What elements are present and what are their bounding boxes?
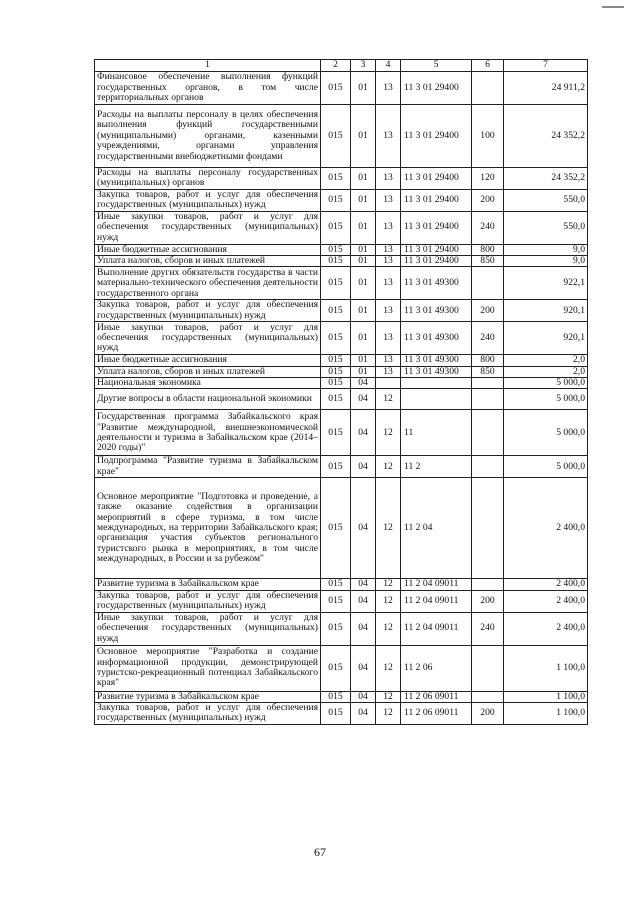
- row-section-code: 01: [351, 355, 376, 366]
- header-row: [95, 60, 588, 72]
- row-name: Уплата налогов, сборов и иных платежей: [95, 256, 321, 267]
- row-amount: 5 000,0: [504, 410, 588, 456]
- row-expense-type: [472, 378, 504, 389]
- budget-table: [94, 59, 588, 725]
- table-row: [95, 456, 588, 478]
- row-ministry-code: 015: [321, 189, 351, 211]
- row-subsection-code: 12: [376, 478, 401, 579]
- table-row: [95, 300, 588, 322]
- row-amount: 2,0: [504, 366, 588, 377]
- table-row: [95, 612, 588, 645]
- row-target-article: 11 3 01 49300: [401, 267, 472, 300]
- row-target-article: 11 2 06: [401, 645, 472, 691]
- table-row: [95, 645, 588, 691]
- row-section-code: 01: [351, 189, 376, 211]
- row-target-article: 11 2 04 09011: [401, 612, 472, 645]
- row-subsection-code: 13: [376, 105, 401, 168]
- row-ministry-code: 015: [321, 456, 351, 478]
- row-subsection-code: 13: [376, 322, 401, 355]
- row-ministry-code: 015: [321, 410, 351, 456]
- row-ministry-code: 015: [321, 366, 351, 377]
- row-ministry-code: 015: [321, 478, 351, 579]
- row-expense-type: 200: [472, 590, 504, 612]
- row-expense-type: 200: [472, 702, 504, 724]
- corner-mark: [602, 6, 624, 8]
- row-expense-type: [472, 579, 504, 590]
- row-section-code: 01: [351, 300, 376, 322]
- row-expense-type: 240: [472, 612, 504, 645]
- row-expense-type: 240: [472, 211, 504, 244]
- row-expense-type: 800: [472, 355, 504, 366]
- table-row: [95, 579, 588, 590]
- header-col-7: 7: [504, 60, 588, 72]
- row-name: Уплата налогов, сборов и иных платежей: [95, 366, 321, 377]
- table-row: [95, 267, 588, 300]
- row-target-article: 11 3 01 49300: [401, 300, 472, 322]
- row-name: Иные бюджетные ассигнования: [95, 244, 321, 255]
- row-subsection-code: 12: [376, 389, 401, 410]
- table-row: [95, 378, 588, 389]
- row-section-code: 01: [351, 105, 376, 168]
- row-ministry-code: 015: [321, 168, 351, 190]
- row-name: Подпрограмма "Развитие туризма в Забайкальском крае": [95, 456, 321, 478]
- row-section-code: 04: [351, 579, 376, 590]
- row-target-article: 11 3 01 29400: [401, 105, 472, 168]
- row-ministry-code: 015: [321, 355, 351, 366]
- row-target-article: 11 2 04 09011: [401, 579, 472, 590]
- table-row: [95, 211, 588, 244]
- header-col-1: 1: [95, 60, 321, 72]
- table-row: [95, 322, 588, 355]
- row-target-article: 11 2: [401, 456, 472, 478]
- row-amount: 24 352,2: [504, 168, 588, 190]
- row-section-code: 04: [351, 478, 376, 579]
- row-name: Национальная экономика: [95, 378, 321, 389]
- row-ministry-code: 015: [321, 105, 351, 168]
- row-amount: 24 352,2: [504, 105, 588, 168]
- row-amount: 9,0: [504, 256, 588, 267]
- table-body: [95, 72, 588, 725]
- row-ministry-code: 015: [321, 389, 351, 410]
- row-ministry-code: 015: [321, 256, 351, 267]
- row-name: Развитие туризма в Забайкальском крае: [95, 691, 321, 702]
- row-subsection-code: 13: [376, 256, 401, 267]
- row-amount: 1 100,0: [504, 702, 588, 724]
- row-target-article: 11 3 01 49300: [401, 355, 472, 366]
- row-target-article: 11: [401, 410, 472, 456]
- row-subsection-code: 12: [376, 579, 401, 590]
- row-target-article: 11 3 01 29400: [401, 211, 472, 244]
- table-row: [95, 702, 588, 724]
- page-number: 67: [314, 845, 326, 859]
- table-row: [95, 366, 588, 377]
- row-subsection-code: 12: [376, 702, 401, 724]
- row-name: Расходы на выплаты персоналу в целях обеспечения выполнения функций государственными (муниципальными) органами, казенными учреждениями, органами управления государственными внебюджетными фондами: [95, 105, 321, 168]
- row-name: Основное мероприятие "Разработка и создание информационной продукции, демонстрирующей туристско-рекреационный потенциал Забайкальского края": [95, 645, 321, 691]
- row-expense-type: 120: [472, 168, 504, 190]
- row-amount: 922,1: [504, 267, 588, 300]
- table-row: [95, 691, 588, 702]
- row-section-code: 04: [351, 378, 376, 389]
- row-target-article: 11 3 01 29400: [401, 72, 472, 105]
- header-col-2: 2: [321, 60, 351, 72]
- table-row: [95, 72, 588, 105]
- row-expense-type: [472, 645, 504, 691]
- row-amount: 9,0: [504, 244, 588, 255]
- row-amount: 920,1: [504, 322, 588, 355]
- row-subsection-code: 13: [376, 189, 401, 211]
- row-subsection-code: [376, 378, 401, 389]
- row-name: Иные закупки товаров, работ и услуг для обеспечения государственных (муниципальных) нужд: [95, 322, 321, 355]
- header-col-4: 4: [376, 60, 401, 72]
- row-ministry-code: 015: [321, 378, 351, 389]
- row-amount: 2 400,0: [504, 579, 588, 590]
- row-section-code: 01: [351, 322, 376, 355]
- row-target-article: 11 3 01 49300: [401, 322, 472, 355]
- row-section-code: 04: [351, 702, 376, 724]
- row-target-article: 11 2 04 09011: [401, 590, 472, 612]
- table-row: [95, 168, 588, 190]
- row-subsection-code: 13: [376, 72, 401, 105]
- budget-table-container: [94, 59, 588, 725]
- row-section-code: 01: [351, 256, 376, 267]
- row-expense-type: [472, 72, 504, 105]
- row-name: Другие вопросы в области национальной экономики: [95, 389, 321, 410]
- row-section-code: 04: [351, 590, 376, 612]
- row-amount: 1 100,0: [504, 691, 588, 702]
- row-expense-type: [472, 456, 504, 478]
- row-expense-type: [472, 267, 504, 300]
- row-target-article: [401, 389, 472, 410]
- row-amount: 920,1: [504, 300, 588, 322]
- header-col-3: 3: [351, 60, 376, 72]
- table-row: [95, 244, 588, 255]
- row-expense-type: [472, 389, 504, 410]
- table-row: [95, 189, 588, 211]
- row-section-code: 04: [351, 691, 376, 702]
- row-subsection-code: 12: [376, 645, 401, 691]
- row-expense-type: [472, 691, 504, 702]
- row-ministry-code: 015: [321, 702, 351, 724]
- table-row: [95, 410, 588, 456]
- row-target-article: 11 3 01 49300: [401, 366, 472, 377]
- row-amount: 1 100,0: [504, 645, 588, 691]
- row-subsection-code: 13: [376, 267, 401, 300]
- row-ministry-code: 015: [321, 579, 351, 590]
- row-name: Закупка товаров, работ и услуг для обеспечения государственных (муниципальных) нужд: [95, 590, 321, 612]
- row-expense-type: [472, 478, 504, 579]
- row-amount: 5 000,0: [504, 378, 588, 389]
- row-expense-type: 850: [472, 366, 504, 377]
- row-subsection-code: 12: [376, 456, 401, 478]
- row-section-code: 04: [351, 389, 376, 410]
- row-amount: 5 000,0: [504, 389, 588, 410]
- row-section-code: 01: [351, 244, 376, 255]
- row-ministry-code: 015: [321, 590, 351, 612]
- row-expense-type: 850: [472, 256, 504, 267]
- row-target-article: 11 3 01 29400: [401, 168, 472, 190]
- row-amount: 2 400,0: [504, 612, 588, 645]
- row-expense-type: [472, 410, 504, 456]
- row-target-article: 11 3 01 29400: [401, 256, 472, 267]
- table-row: [95, 389, 588, 410]
- row-target-article: 11 2 04: [401, 478, 472, 579]
- row-subsection-code: 12: [376, 612, 401, 645]
- row-name: Закупка товаров, работ и услуг для обеспечения государственных (муниципальных) нужд: [95, 189, 321, 211]
- row-section-code: 04: [351, 612, 376, 645]
- row-ministry-code: 015: [321, 645, 351, 691]
- row-section-code: 04: [351, 645, 376, 691]
- row-section-code: 01: [351, 211, 376, 244]
- row-subsection-code: 13: [376, 244, 401, 255]
- row-expense-type: 100: [472, 105, 504, 168]
- row-subsection-code: 13: [376, 366, 401, 377]
- row-section-code: 01: [351, 267, 376, 300]
- table-row: [95, 256, 588, 267]
- row-name: Государственная программа Забайкальского края "Развитие международной, внешнеэкономической деятельности и туризма в Забайкальском крае (2014–2020 годы)": [95, 410, 321, 456]
- row-ministry-code: 015: [321, 72, 351, 105]
- row-subsection-code: 13: [376, 300, 401, 322]
- row-ministry-code: 015: [321, 211, 351, 244]
- row-ministry-code: 015: [321, 267, 351, 300]
- row-ministry-code: 015: [321, 244, 351, 255]
- row-name: Иные закупки товаров, работ и услуг для обеспечения государственных (муниципальных) нужд: [95, 612, 321, 645]
- row-expense-type: 240: [472, 322, 504, 355]
- row-section-code: 01: [351, 168, 376, 190]
- row-name: Закупка товаров, работ и услуг для обеспечения государственных (муниципальных) нужд: [95, 702, 321, 724]
- row-expense-type: 200: [472, 189, 504, 211]
- row-amount: 2 400,0: [504, 478, 588, 579]
- row-ministry-code: 015: [321, 322, 351, 355]
- row-name: Иные бюджетные ассигнования: [95, 355, 321, 366]
- row-name: Финансовое обеспечение выполнения функций государственных органов, в том числе территориальных органов: [95, 72, 321, 105]
- table-row: [95, 478, 588, 579]
- row-subsection-code: 13: [376, 211, 401, 244]
- row-amount: 24 911,2: [504, 72, 588, 105]
- row-name: Расходы на выплаты персоналу государственных (муниципальных) органов: [95, 168, 321, 190]
- row-subsection-code: 12: [376, 410, 401, 456]
- row-expense-type: 200: [472, 300, 504, 322]
- row-amount: 2 400,0: [504, 590, 588, 612]
- row-ministry-code: 015: [321, 691, 351, 702]
- row-ministry-code: 015: [321, 612, 351, 645]
- table-row: [95, 105, 588, 168]
- row-amount: 2,0: [504, 355, 588, 366]
- row-name: Закупка товаров, работ и услуг для обеспечения государственных (муниципальных) нужд: [95, 300, 321, 322]
- row-name: Иные закупки товаров, работ и услуг для обеспечения государственных (муниципальных) нужд: [95, 211, 321, 244]
- header-col-5: 5: [401, 60, 472, 72]
- row-section-code: 01: [351, 72, 376, 105]
- row-target-article: 11 3 01 29400: [401, 244, 472, 255]
- row-amount: 550,0: [504, 189, 588, 211]
- row-name: Выполнение других обязательств государства в части материально-технического обеспечения деятельности государственного органа: [95, 267, 321, 300]
- row-target-article: 11 2 06 09011: [401, 691, 472, 702]
- row-section-code: 01: [351, 366, 376, 377]
- row-target-article: [401, 378, 472, 389]
- row-target-article: 11 3 01 29400: [401, 189, 472, 211]
- header-col-6: 6: [472, 60, 504, 72]
- row-target-article: 11 2 06 09011: [401, 702, 472, 724]
- row-amount: 550,0: [504, 211, 588, 244]
- row-ministry-code: 015: [321, 300, 351, 322]
- row-section-code: 04: [351, 456, 376, 478]
- row-subsection-code: 12: [376, 590, 401, 612]
- row-subsection-code: 13: [376, 168, 401, 190]
- row-section-code: 04: [351, 410, 376, 456]
- row-subsection-code: 13: [376, 355, 401, 366]
- row-subsection-code: 12: [376, 691, 401, 702]
- row-amount: 5 000,0: [504, 456, 588, 478]
- table-row: [95, 355, 588, 366]
- row-expense-type: 800: [472, 244, 504, 255]
- table-row: [95, 590, 588, 612]
- row-name: Развитие туризма в Забайкальском крае: [95, 579, 321, 590]
- row-name: Основное мероприятие "Подготовка и проведение, а также оказание содействия в организации мероприятий в сфере туризма, в том числе международных, на территории Забайкальского края; организация участия субъектов регионального туристского рынка в мероприятиях, в том числе международных, в России и за рубежом": [95, 478, 321, 579]
